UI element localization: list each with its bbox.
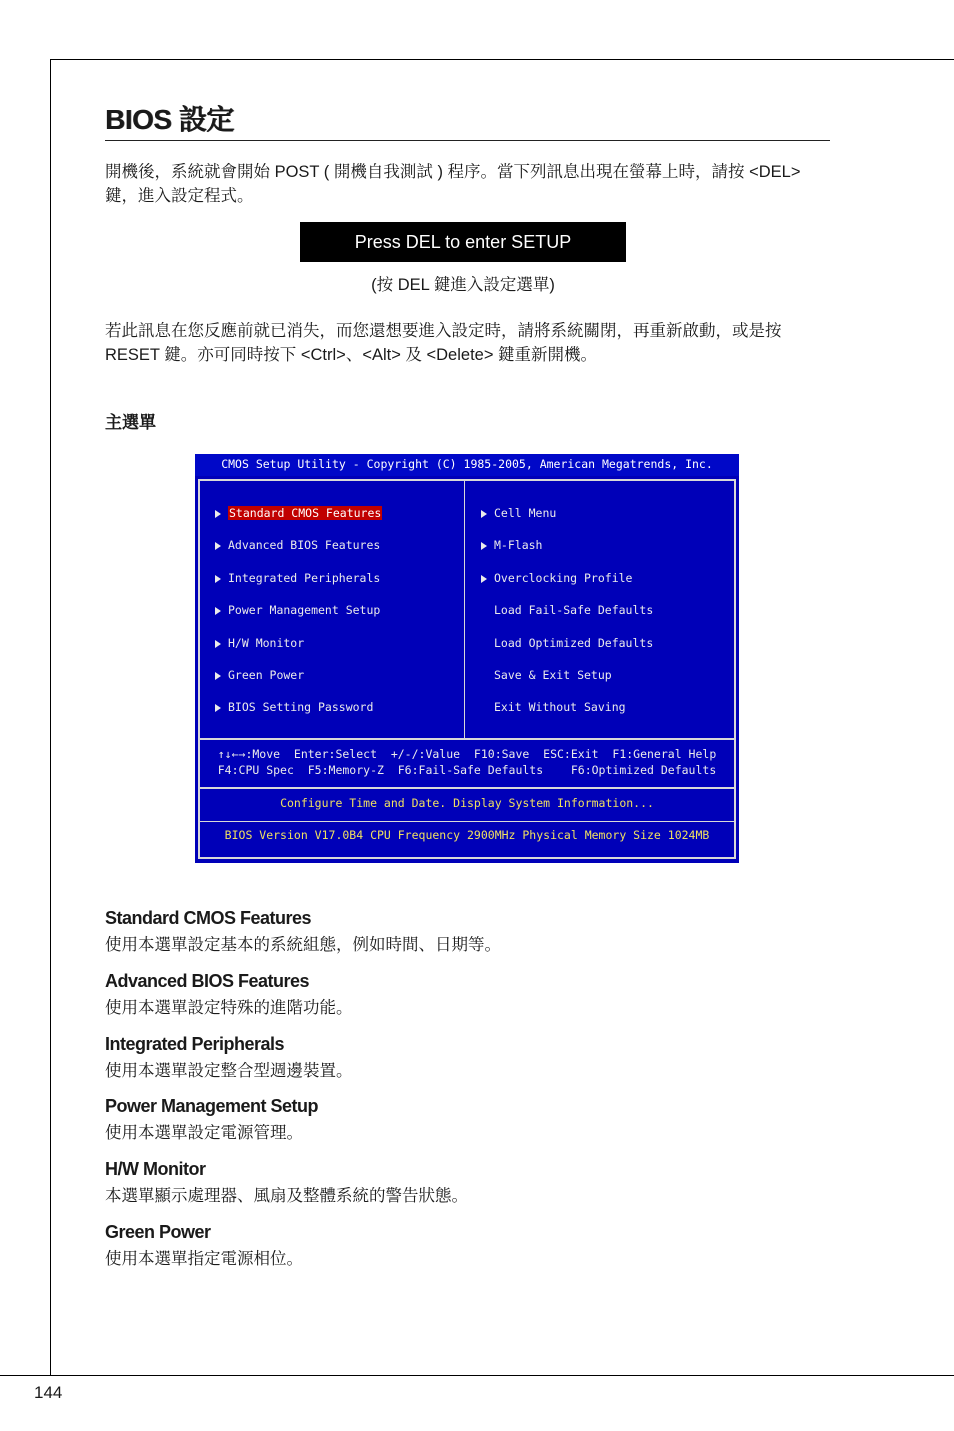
page-frame-bottom [0,1375,954,1376]
submenu-arrow-icon [215,607,221,615]
bios-menu-item[interactable] [481,505,556,521]
bios-menu-item[interactable] [481,635,653,651]
submenu-arrow-icon [481,575,487,583]
intro-paragraph: 開機後，系統就會開始 POST ( 開機自我測試 ) 程序。當下列訊息出現在螢幕上時，請按 <DEL> 鍵，進入設定程式。 [105,163,801,205]
submenu-arrow-icon [481,510,487,518]
bios-menu-item[interactable] [481,699,626,715]
feature-title-integrated-peripherals: Integrated Peripherals [105,1034,285,1054]
bios-menu-item[interactable] [481,667,612,683]
bios-menu-item-label: Load Fail-Safe Defaults [494,603,654,618]
bios-help-text: Configure Time and Date. Display System Information... [280,796,654,810]
bios-key-legend-1: ↑↓←→:Move Enter:Select +/-/:Value F10:Save ESC:Exit F1:General Help [217,747,717,761]
feature-desc-green-power: 使用本選單指定電源相位。 [105,1250,303,1268]
feature-desc-standard-cmos: 使用本選單設定基本的系統組態，例如時間、日期等。 [105,936,501,954]
bios-menu-item-label: Advanced BIOS Features [228,538,381,553]
bios-menu-item-label: Cell Menu [494,506,557,520]
submenu-arrow-icon [215,575,221,583]
submenu-arrow-icon [215,704,221,712]
section-title: BIOS 設定 [105,104,234,135]
bios-menu-item-label: H/W Monitor [228,635,305,650]
title-rule [105,140,830,141]
bios-menu-item[interactable] [481,537,542,553]
bios-column-divider [464,481,465,739]
bios-menu-item-label: M-Flash [494,538,543,553]
press-del-caption: (按 DEL 鍵進入設定選單) [371,276,555,294]
bios-menu-item-label: Power Management Setup [228,603,381,618]
press-del-message: Press DEL to enter SETUP [300,222,626,262]
page-frame-left [50,59,51,1375]
feature-desc-integrated-peripherals: 使用本選單設定整合型週邊裝置。 [105,1062,353,1080]
bios-menu-item[interactable] [481,570,632,586]
main-menu-heading: 主選單 [105,413,156,432]
restart-paragraph: 若此訊息在您反應前就已消失，而您還想要進入設定時，請將系統關閉，再重新啟動，或是按 RESET 鍵。亦可同時按下 <Ctrl>、<Alt> 及 <Delete> 鍵重新開機。 [105,322,782,364]
bios-menu-item[interactable] [215,602,380,618]
feature-title-hw-monitor: H/W Monitor [105,1159,206,1179]
bios-menu-item-label: Save & Exit Setup [494,668,612,682]
submenu-arrow-icon [215,542,221,550]
bios-title-bar: CMOS Setup Utility - Copyright (C) 1985-2005, American Megatrends, Inc. [195,454,739,476]
submenu-arrow-icon [481,542,487,550]
bios-menu-item-label: Standard CMOS Features [229,506,382,520]
submenu-arrow-icon [481,704,487,712]
submenu-arrow-icon [481,672,487,680]
bios-menu-item[interactable] [215,667,304,683]
submenu-arrow-icon [481,640,487,648]
bios-menu-item[interactable] [481,602,653,618]
bios-menu-item-label: Overclocking Profile [494,570,633,585]
bios-menu-item[interactable] [215,505,382,521]
bios-menu-item[interactable] [215,570,380,586]
feature-title-advanced-bios: Advanced BIOS Features [105,971,310,991]
submenu-arrow-icon [215,640,221,648]
bios-menu-item-label: Exit Without Saving [494,700,626,715]
feature-title-standard-cmos: Standard CMOS Features [105,908,312,928]
bios-key-legend-2: F4:CPU Spec F5:Memory-Z F6:Fail-Safe Defaults F6:Optimized Defaults [217,763,717,777]
feature-title-green-power: Green Power [105,1222,211,1242]
feature-desc-hw-monitor: 本選單顯示處理器、風扇及整體系統的警告狀態。 [105,1187,468,1205]
feature-title-power-management: Power Management Setup [105,1096,319,1116]
feature-desc-power-management: 使用本選單設定電源管理。 [105,1124,303,1142]
bios-menu-item-label: Green Power [228,668,305,682]
submenu-arrow-icon [481,607,487,615]
bios-screenshot [195,454,739,863]
bios-menu-item[interactable] [215,635,304,651]
bios-menu-item[interactable] [215,537,380,553]
page-number: 144 [34,1383,63,1402]
bios-help-divider [200,821,734,822]
bios-version-line: BIOS Version V17.0B4 CPU Frequency 2900MHz Physical Memory Size 1024MB [224,828,710,842]
submenu-arrow-icon [215,672,221,680]
bios-menu-item-label: Integrated Peripherals [228,570,381,585]
feature-desc-advanced-bios: 使用本選單設定特殊的進階功能。 [105,999,353,1017]
bios-menu-item-label: Load Optimized Defaults [494,635,654,650]
page-frame-top [50,59,954,60]
bios-menu-item-label: BIOS Setting Password [228,700,374,715]
bios-menu-item[interactable] [215,699,373,715]
submenu-arrow-icon [215,510,221,518]
